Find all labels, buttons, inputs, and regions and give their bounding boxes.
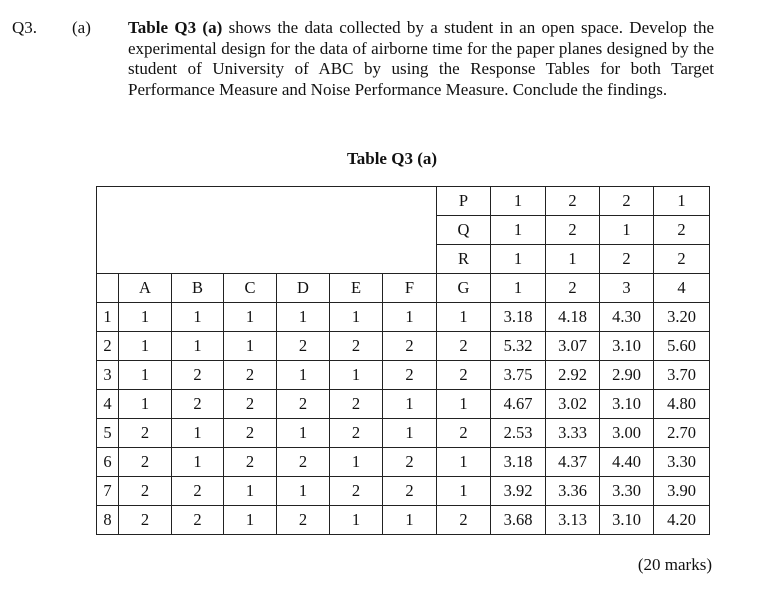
factor-level-cell: 2 xyxy=(383,361,437,390)
factor-level-cell: 1 xyxy=(119,303,172,332)
factor-level-cell: 2 xyxy=(437,506,491,535)
factor-level-cell: 1 xyxy=(437,390,491,419)
response-value-cell: 4.40 xyxy=(600,448,654,477)
factor-level-cell: 1 xyxy=(119,390,172,419)
factor-level-cell: 1 xyxy=(224,332,277,361)
response-value-cell: 4.67 xyxy=(491,390,546,419)
table-row xyxy=(97,419,710,448)
outer-run-header: 3 xyxy=(600,274,654,303)
factor-header: A xyxy=(119,274,172,303)
noise-level-cell: 1 xyxy=(491,245,546,274)
factor-level-cell: 2 xyxy=(383,448,437,477)
factor-level-cell: 2 xyxy=(224,361,277,390)
factor-level-cell: 2 xyxy=(172,506,224,535)
response-value-cell: 3.75 xyxy=(491,361,546,390)
header-row xyxy=(97,274,710,303)
factor-level-cell: 1 xyxy=(172,419,224,448)
response-value-cell: 3.36 xyxy=(546,477,600,506)
factor-level-cell: 1 xyxy=(330,303,383,332)
factor-header: G xyxy=(437,274,491,303)
outer-run-header: 1 xyxy=(491,274,546,303)
factor-level-cell: 1 xyxy=(277,361,330,390)
question-text xyxy=(128,18,714,100)
noise-level-cell: 2 xyxy=(600,187,654,216)
factor-level-cell: 1 xyxy=(330,506,383,535)
question-part: (a) xyxy=(72,18,91,37)
response-value-cell: 3.18 xyxy=(491,303,546,332)
factor-level-cell: 2 xyxy=(277,390,330,419)
noise-level-cell: 1 xyxy=(546,245,600,274)
factor-level-cell: 2 xyxy=(224,448,277,477)
run-number: 7 xyxy=(97,477,119,506)
factor-level-cell: 1 xyxy=(224,303,277,332)
outer-run-header: 2 xyxy=(546,274,600,303)
response-value-cell: 3.10 xyxy=(600,506,654,535)
noise-level-cell: 2 xyxy=(654,245,710,274)
response-value-cell: 2.70 xyxy=(654,419,710,448)
run-number: 2 xyxy=(97,332,119,361)
factor-level-cell: 2 xyxy=(119,506,172,535)
factor-level-cell: 2 xyxy=(437,361,491,390)
factor-level-cell: 2 xyxy=(383,332,437,361)
factor-level-cell: 2 xyxy=(172,361,224,390)
response-value-cell: 4.20 xyxy=(654,506,710,535)
table-row xyxy=(97,361,710,390)
factor-level-cell: 1 xyxy=(224,477,277,506)
factor-header: F xyxy=(383,274,437,303)
outer-run-header: 4 xyxy=(654,274,710,303)
factor-level-cell: 1 xyxy=(119,332,172,361)
response-value-cell: 2.92 xyxy=(546,361,600,390)
factor-level-cell: 2 xyxy=(330,419,383,448)
response-value-cell: 3.30 xyxy=(654,448,710,477)
factor-level-cell: 1 xyxy=(172,448,224,477)
noise-factor-label: P xyxy=(437,187,491,216)
response-value-cell: 4.18 xyxy=(546,303,600,332)
response-value-cell: 4.37 xyxy=(546,448,600,477)
factor-level-cell: 1 xyxy=(277,477,330,506)
response-value-cell: 3.92 xyxy=(491,477,546,506)
factor-level-cell: 2 xyxy=(119,477,172,506)
table-row xyxy=(97,448,710,477)
response-value-cell: 3.13 xyxy=(546,506,600,535)
blank-corner xyxy=(97,187,437,274)
factor-level-cell: 2 xyxy=(330,332,383,361)
noise-factor-label: Q xyxy=(437,216,491,245)
noise-row xyxy=(97,187,710,216)
response-value-cell: 3.70 xyxy=(654,361,710,390)
noise-level-cell: 2 xyxy=(546,216,600,245)
factor-level-cell: 1 xyxy=(330,361,383,390)
factor-level-cell: 2 xyxy=(172,390,224,419)
factor-level-cell: 2 xyxy=(330,390,383,419)
response-value-cell: 3.18 xyxy=(491,448,546,477)
factor-level-cell: 1 xyxy=(224,506,277,535)
factor-header: B xyxy=(172,274,224,303)
orthogonal-array-table xyxy=(96,186,710,535)
factor-level-cell: 2 xyxy=(224,390,277,419)
factor-level-cell: 1 xyxy=(277,419,330,448)
run-number: 5 xyxy=(97,419,119,448)
factor-level-cell: 2 xyxy=(437,419,491,448)
noise-level-cell: 2 xyxy=(600,245,654,274)
response-value-cell: 3.68 xyxy=(491,506,546,535)
response-value-cell: 3.07 xyxy=(546,332,600,361)
noise-level-cell: 1 xyxy=(491,216,546,245)
factor-level-cell: 2 xyxy=(224,419,277,448)
response-value-cell: 3.10 xyxy=(600,332,654,361)
header-corner xyxy=(97,274,119,303)
response-value-cell: 4.80 xyxy=(654,390,710,419)
noise-level-cell: 2 xyxy=(654,216,710,245)
table-title: Table Q3 (a) xyxy=(346,149,438,168)
factor-level-cell: 1 xyxy=(437,448,491,477)
factor-header: C xyxy=(224,274,277,303)
run-number: 6 xyxy=(97,448,119,477)
response-value-cell: 5.32 xyxy=(491,332,546,361)
factor-level-cell: 1 xyxy=(172,332,224,361)
table-row xyxy=(97,303,710,332)
response-value-cell: 3.30 xyxy=(600,477,654,506)
factor-level-cell: 1 xyxy=(383,390,437,419)
factor-level-cell: 2 xyxy=(277,506,330,535)
factor-level-cell: 1 xyxy=(383,303,437,332)
factor-level-cell: 2 xyxy=(119,419,172,448)
factor-level-cell: 2 xyxy=(172,477,224,506)
response-value-cell: 2.90 xyxy=(600,361,654,390)
factor-level-cell: 1 xyxy=(277,303,330,332)
factor-header: E xyxy=(330,274,383,303)
response-value-cell: 3.33 xyxy=(546,419,600,448)
response-value-cell: 3.20 xyxy=(654,303,710,332)
question-body: shows the data collected by a student in an open space. Develop the experimental design for the data of airborne time for the paper planes designed by the student of University of ABC by using the Response Tables for both Target Performance Measure and Noise Performance Measure. Conclude the findings. xyxy=(128,18,715,99)
run-number: 4 xyxy=(97,390,119,419)
table-row xyxy=(97,390,710,419)
factor-level-cell: 1 xyxy=(172,303,224,332)
noise-factor-label: R xyxy=(437,245,491,274)
noise-level-cell: 2 xyxy=(546,187,600,216)
question-number: Q3. xyxy=(12,18,38,37)
table-row xyxy=(97,332,710,361)
factor-level-cell: 2 xyxy=(330,477,383,506)
table-row xyxy=(97,506,710,535)
table-row xyxy=(97,477,710,506)
noise-level-cell: 1 xyxy=(654,187,710,216)
response-value-cell: 5.60 xyxy=(654,332,710,361)
factor-level-cell: 1 xyxy=(330,448,383,477)
marks-label: (20 marks) xyxy=(637,555,712,574)
factor-level-cell: 1 xyxy=(383,419,437,448)
factor-level-cell: 1 xyxy=(437,477,491,506)
factor-level-cell: 1 xyxy=(383,506,437,535)
factor-level-cell: 2 xyxy=(277,332,330,361)
run-number: 3 xyxy=(97,361,119,390)
run-number: 1 xyxy=(97,303,119,332)
run-number: 8 xyxy=(97,506,119,535)
table-reference: Table Q3 (a) xyxy=(128,18,223,37)
noise-level-cell: 1 xyxy=(491,187,546,216)
factor-level-cell: 2 xyxy=(437,332,491,361)
response-value-cell: 2.53 xyxy=(491,419,546,448)
response-value-cell: 3.90 xyxy=(654,477,710,506)
response-value-cell: 3.02 xyxy=(546,390,600,419)
factor-level-cell: 2 xyxy=(119,448,172,477)
factor-level-cell: 1 xyxy=(437,303,491,332)
noise-level-cell: 1 xyxy=(600,216,654,245)
response-value-cell: 4.30 xyxy=(600,303,654,332)
factor-level-cell: 2 xyxy=(383,477,437,506)
response-value-cell: 3.10 xyxy=(600,390,654,419)
factor-level-cell: 1 xyxy=(119,361,172,390)
response-value-cell: 3.00 xyxy=(600,419,654,448)
factor-header: D xyxy=(277,274,330,303)
factor-level-cell: 2 xyxy=(277,448,330,477)
